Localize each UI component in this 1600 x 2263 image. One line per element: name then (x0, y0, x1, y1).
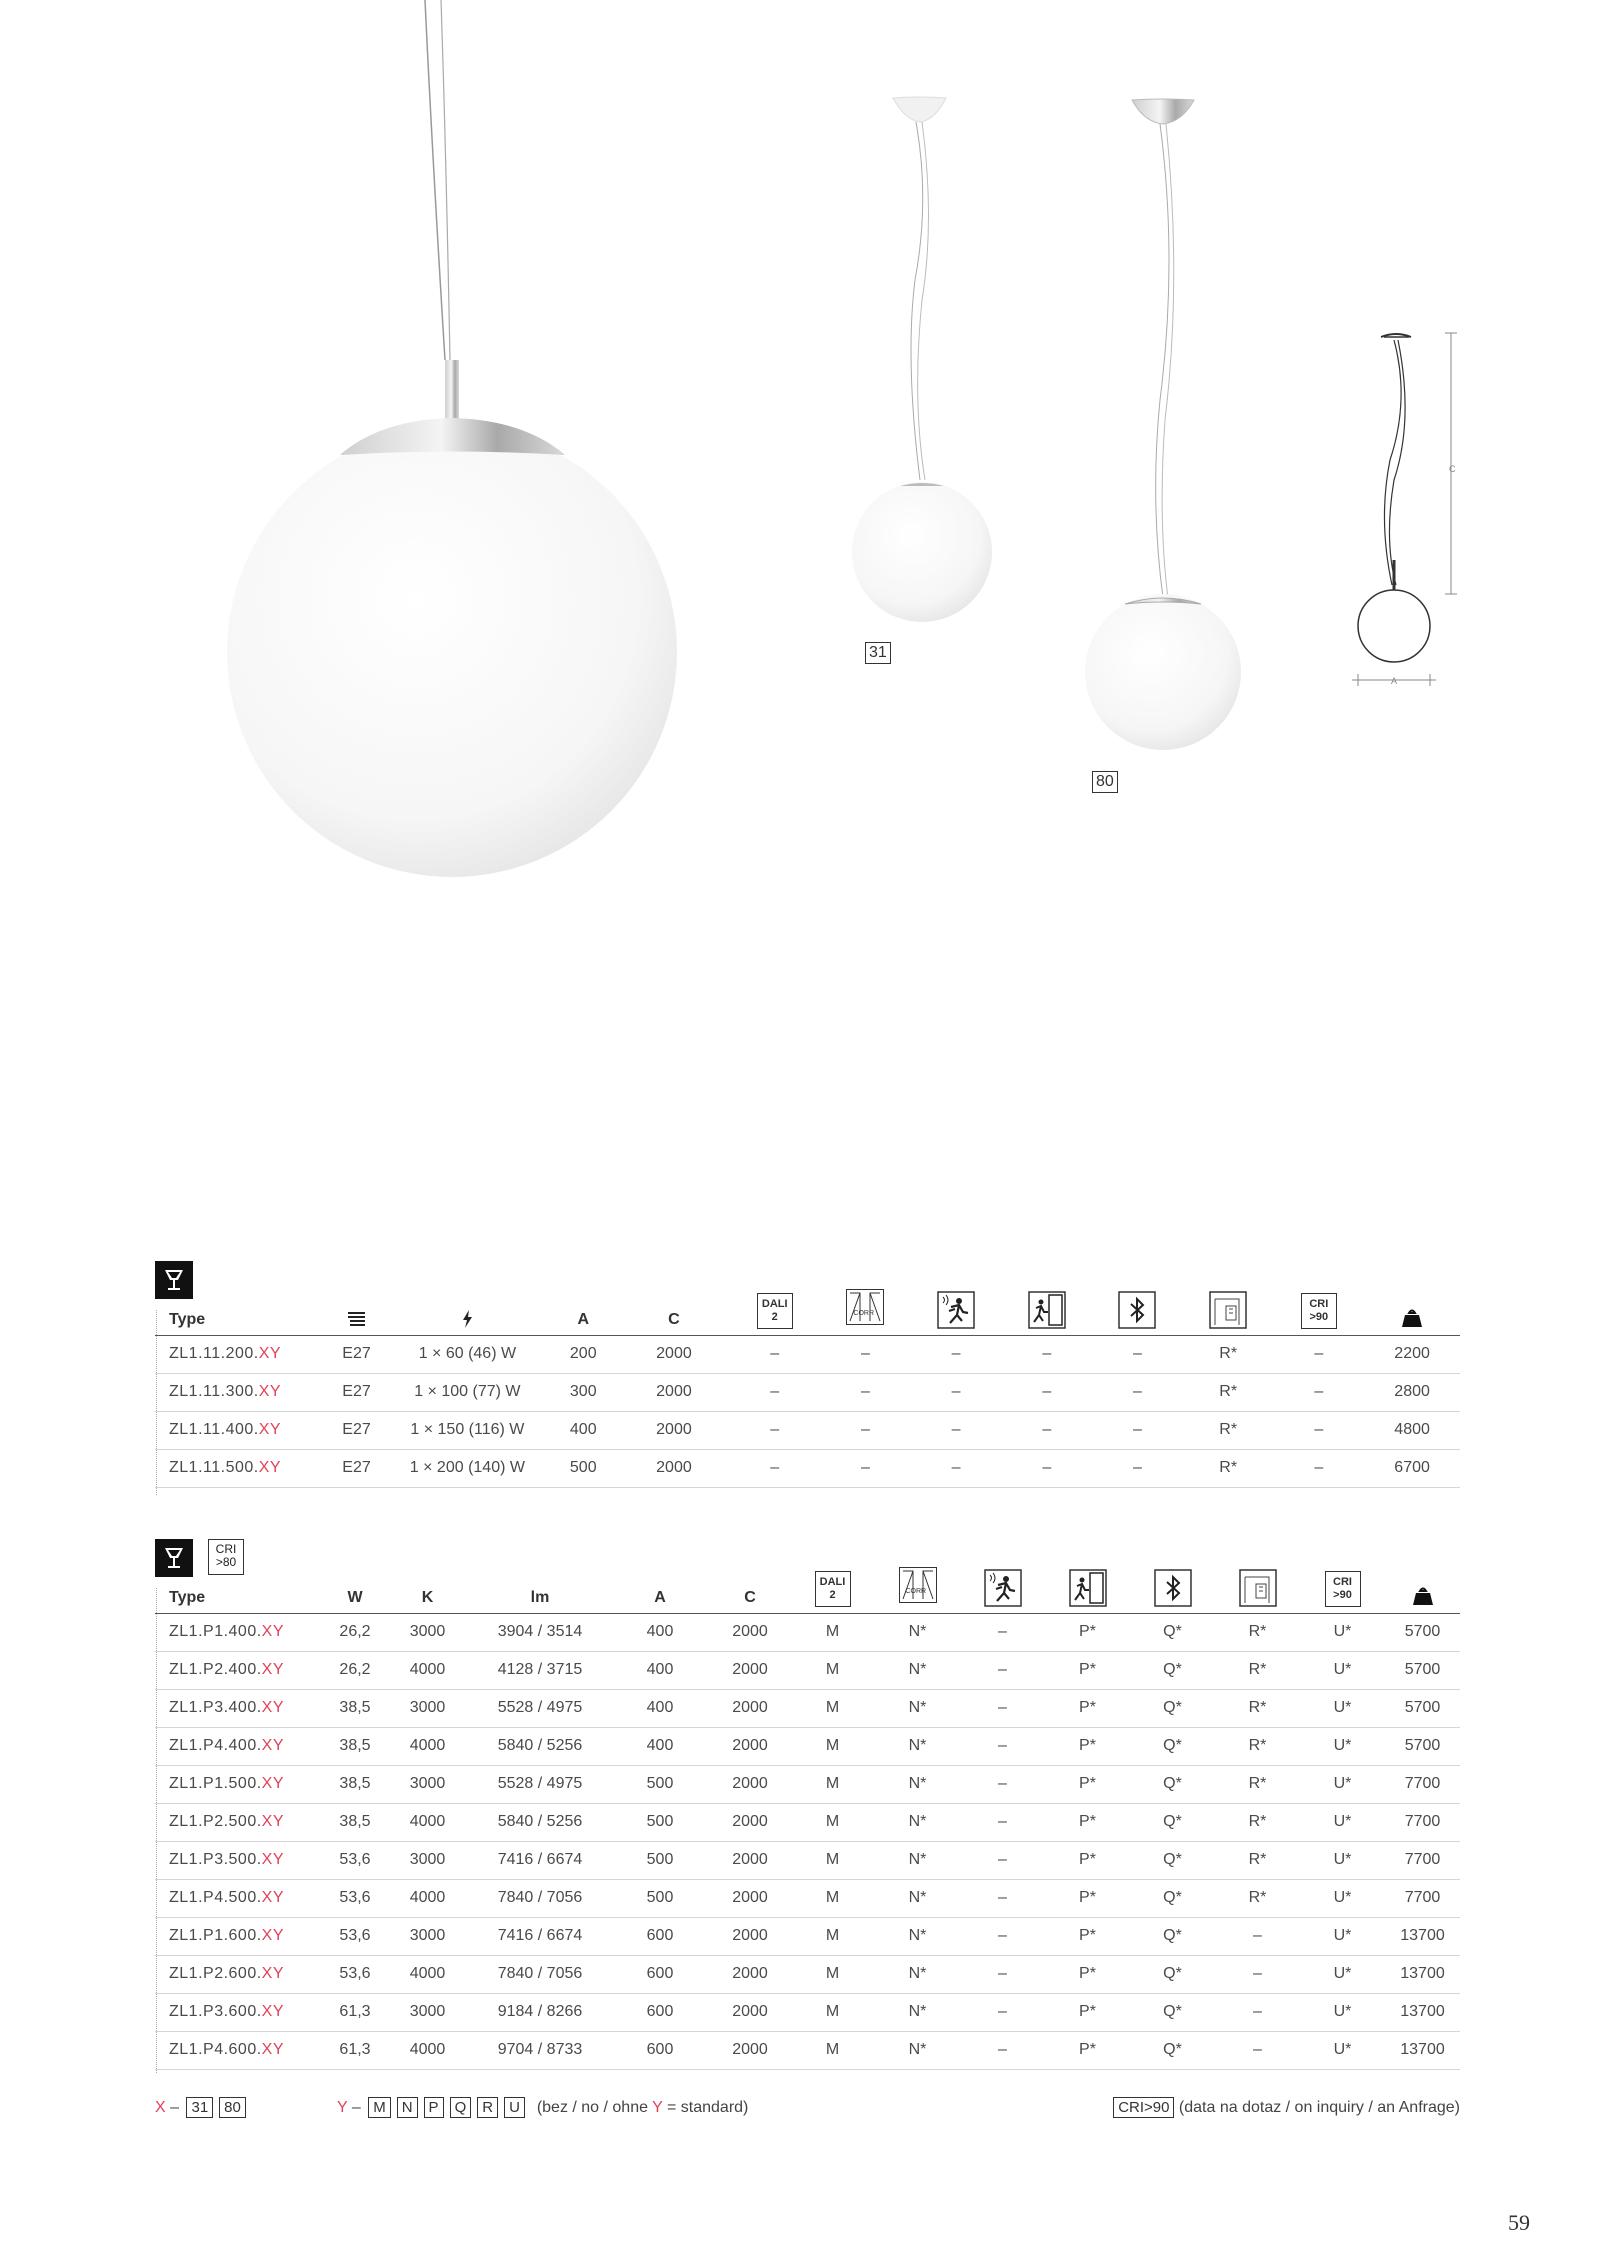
y-legend: Y – M N P Q R U (bez / no / ohne Y = standard) (337, 2099, 749, 2116)
table-cell: U* (1333, 1699, 1352, 1716)
table-cell: 61,3 (339, 2041, 371, 2058)
table-cell: 600 (646, 2041, 674, 2058)
table-cell: – (1042, 1459, 1052, 1476)
table-cell: R* (1248, 1813, 1267, 1830)
emergency-exit-icon (1045, 1563, 1130, 1613)
table-row (155, 1449, 1460, 1487)
table-cell: – (1042, 1345, 1052, 1362)
table-cell: 9184 / 8266 (497, 2003, 583, 2020)
table-cell: – (998, 1851, 1007, 1868)
table-cell: 2000 (656, 1345, 692, 1362)
type-code: ZL1.P4.500.XY (169, 1889, 285, 1906)
table-cell: N* (908, 1851, 927, 1868)
table-cell: P* (1079, 1851, 1096, 1868)
table-cell: 7840 / 7056 (497, 1889, 583, 1906)
table-cell: 1 × 150 (116) W (410, 1421, 525, 1438)
table-cell: U* (1333, 1889, 1352, 1906)
table-cell: M (825, 1813, 840, 1830)
table-cell: 3904 / 3514 (497, 1623, 583, 1640)
cri90-icon: CRI >90 (1300, 1563, 1385, 1613)
table-row (155, 1651, 1460, 1689)
table-cell: U* (1333, 1737, 1352, 1754)
table-cell: 3000 (409, 1699, 446, 1716)
table-cell: 53,6 (339, 1889, 371, 1906)
table-cell: 5700 (1404, 1737, 1441, 1754)
type-code: ZL1.P1.500.XY (169, 1775, 285, 1792)
table-cell: Q* (1163, 1889, 1182, 1906)
variant-code-31: 31 (865, 642, 891, 664)
table-cell: – (998, 1661, 1007, 1678)
type-code: ZL1.P4.600.XY (169, 2041, 285, 2058)
table-cell: 7416 / 6674 (497, 1851, 583, 1868)
table-cell: Q* (1163, 1775, 1182, 1792)
dimension-drawing (1352, 333, 1457, 686)
table-cell: 400 (646, 1699, 674, 1716)
table-cell: 3000 (409, 1623, 446, 1640)
table-cell: N* (908, 1661, 927, 1678)
table-cell: – (1042, 1421, 1052, 1438)
table-cell: 26,2 (339, 1661, 371, 1678)
table-cell: – (1133, 1383, 1142, 1400)
table-cell: – (1314, 1421, 1324, 1438)
table-cell: P* (1079, 1737, 1096, 1754)
table-cell: 5700 (1404, 1699, 1441, 1716)
table-cell: Q* (1163, 1737, 1182, 1754)
table-cell: Q* (1163, 1661, 1182, 1678)
table-cell: 2000 (732, 1661, 768, 1678)
col-c: C (668, 1310, 680, 1328)
table-cell: 13700 (1400, 1927, 1445, 1944)
table-cell: – (998, 1927, 1007, 1944)
table-cell: N* (908, 1927, 927, 1944)
table-cell: 61,3 (339, 2003, 371, 2020)
table-cell: 2000 (732, 1775, 768, 1792)
socket-icon (326, 1285, 386, 1335)
table-cell: – (860, 1383, 870, 1400)
table-row (155, 1613, 1460, 1651)
table-cell: – (1133, 1421, 1142, 1438)
table-cell: R* (1248, 1623, 1267, 1640)
emergency-exit-icon (1001, 1285, 1092, 1335)
table-cell: – (770, 1383, 780, 1400)
large-pendant-photo (227, 0, 677, 877)
table-cell: – (951, 1459, 961, 1476)
dim-c-label: C (1449, 464, 1456, 474)
col-c: C (744, 1588, 756, 1606)
table-cell: E27 (342, 1459, 371, 1476)
table-row (155, 1335, 1460, 1373)
table-row (155, 1955, 1460, 1993)
table-cell: M (825, 1775, 840, 1792)
small-pendant-photo-80 (1085, 99, 1241, 750)
table-cell: P* (1079, 1927, 1096, 1944)
table-cell: U* (1333, 1813, 1352, 1830)
table-row (155, 1841, 1460, 1879)
table-cell: 5840 / 5256 (497, 1737, 583, 1754)
table-cell: 5528 / 4975 (497, 1699, 583, 1716)
table-cell: R* (1248, 1775, 1267, 1792)
table-cell: 4800 (1394, 1421, 1430, 1438)
table-cell: 38,5 (339, 1775, 371, 1792)
spec-table-led (155, 1563, 1460, 2070)
table-cell: 2000 (732, 1699, 768, 1716)
col-lm: lm (530, 1588, 550, 1606)
col-a: A (577, 1310, 590, 1328)
table-cell: 600 (646, 1965, 674, 1982)
table-row (155, 1689, 1460, 1727)
table-cell: 1 × 60 (46) W (418, 1345, 517, 1362)
table-cell: 53,6 (339, 1965, 371, 1982)
table-row (155, 1411, 1460, 1449)
table-cell: 2000 (732, 2041, 768, 2058)
power-icon (387, 1285, 548, 1335)
table-cell: 400 (646, 1623, 674, 1640)
table-cell: – (1253, 2003, 1262, 2020)
table-cell: 2000 (732, 1737, 768, 1754)
table-cell: M (825, 1699, 840, 1716)
table-row (155, 1993, 1460, 2031)
table-cell: N* (908, 1813, 927, 1830)
col-type: Type (169, 1588, 206, 1606)
type-code: ZL1.P2.400.XY (169, 1661, 285, 1678)
table-cell: 7416 / 6674 (497, 1927, 583, 1944)
type-code: ZL1.P4.400.XY (169, 1737, 285, 1754)
col-k: K (421, 1588, 434, 1606)
table-cell: 2000 (732, 1851, 768, 1868)
table-cell: Q* (1163, 1699, 1182, 1716)
small-pendant-photo-31 (852, 97, 992, 622)
type-code: ZL1.11.400.XY (169, 1421, 282, 1438)
table-cell: 5528 / 4975 (497, 1775, 583, 1792)
table-cell: 400 (646, 1661, 674, 1678)
table-cell: P* (1079, 1965, 1096, 1982)
table-cell: P* (1079, 1813, 1096, 1830)
table-cell: R* (1219, 1383, 1238, 1400)
table-cell: R* (1248, 1889, 1267, 1906)
col-type: Type (169, 1310, 206, 1328)
cri-note: CRI>90 (data na dotaz / on inquiry / an Anfrage) (1113, 2097, 1460, 2118)
table-cell: R* (1219, 1459, 1238, 1476)
motion-sensor-icon (911, 1285, 1002, 1335)
x-code-80: 80 (219, 2097, 246, 2118)
corridor-icon: CORR (875, 1563, 960, 1613)
table-cell: M (825, 1889, 840, 1906)
table-cell: M (825, 1661, 840, 1678)
dali-icon: DALI 2 (729, 1285, 820, 1335)
dim-a-label: A (1391, 676, 1398, 686)
table-cell: – (1253, 2041, 1262, 2058)
table-cell: 6700 (1394, 1459, 1430, 1476)
table-cell: – (1133, 1345, 1142, 1362)
table-cell: M (825, 1927, 840, 1944)
table-cell: 500 (569, 1459, 597, 1476)
table-cell: E27 (342, 1421, 371, 1438)
table-cell: – (951, 1345, 961, 1362)
table-cell: 2000 (656, 1459, 692, 1476)
table-cell: 2000 (732, 1927, 768, 1944)
table-cell: – (1133, 1459, 1142, 1476)
table-cell: N* (908, 1699, 927, 1716)
table-cell: Q* (1163, 1965, 1182, 1982)
table-cell: – (951, 1383, 961, 1400)
table-cell: R* (1248, 1851, 1267, 1868)
table-cell: 4128 / 3715 (497, 1661, 583, 1678)
variant-code-80: 80 (1092, 771, 1118, 793)
col-a: A (654, 1588, 666, 1606)
table-cell: 600 (646, 2003, 674, 2020)
table-cell: 200 (569, 1345, 597, 1362)
type-code: ZL1.11.200.XY (169, 1345, 282, 1362)
table-cell: 4000 (409, 2041, 446, 2058)
table-cell: 38,5 (339, 1813, 371, 1830)
type-code: ZL1.P3.600.XY (169, 2003, 285, 2020)
table-cell: 2800 (1394, 1383, 1430, 1400)
table-row (155, 1765, 1460, 1803)
table-cell: R* (1219, 1421, 1238, 1438)
bluetooth-icon (1092, 1285, 1183, 1335)
table-cell: 2000 (732, 2003, 768, 2020)
table-cell: – (998, 2003, 1007, 2020)
table-cell: 26,2 (339, 1623, 371, 1640)
table-cell: 300 (569, 1383, 597, 1400)
wall-switch-icon (1183, 1285, 1274, 1335)
table-cell: 1 × 100 (77) W (414, 1383, 521, 1400)
table-cell: 400 (569, 1421, 597, 1438)
table-cell: 3000 (409, 1927, 446, 1944)
table-cell: N* (908, 1623, 927, 1640)
table-row (155, 1879, 1460, 1917)
table-cell: 7700 (1404, 1775, 1441, 1792)
x-legend: X – 31 80 (155, 2097, 249, 2118)
table-cell: 5700 (1404, 1661, 1441, 1678)
table-cell: 5700 (1404, 1623, 1441, 1640)
table-cell: 2000 (732, 1623, 768, 1640)
table-cell: 5840 / 5256 (497, 1813, 583, 1830)
motion-sensor-icon (960, 1563, 1045, 1613)
table-cell: 13700 (1400, 1965, 1445, 1982)
table-cell: Q* (1163, 1623, 1182, 1640)
table-cell: – (860, 1345, 870, 1362)
wall-switch-icon (1215, 1563, 1300, 1613)
col-w: W (347, 1588, 363, 1606)
table-cell: – (1314, 1383, 1324, 1400)
table-cell: 2000 (732, 1965, 768, 1982)
table-cell: 3000 (409, 1775, 446, 1792)
table-cell: N* (908, 1737, 927, 1754)
table-cell: – (770, 1421, 780, 1438)
table-cell: R* (1248, 1699, 1267, 1716)
table-cell: 7700 (1404, 1851, 1441, 1868)
table-cell: E27 (342, 1383, 371, 1400)
table-cell: 4000 (409, 1661, 446, 1678)
table-cell: 53,6 (339, 1927, 371, 1944)
table-cell: E27 (342, 1345, 371, 1362)
table-cell: 500 (646, 1851, 674, 1868)
table-cell: – (1314, 1459, 1324, 1476)
type-code: ZL1.P3.500.XY (169, 1851, 285, 1868)
table-cell: – (1253, 1965, 1262, 1982)
table-cell: U* (1333, 1965, 1352, 1982)
table-cell: P* (1079, 2003, 1096, 2020)
table-cell: 13700 (1400, 2041, 1445, 2058)
corridor-icon: CORR (820, 1285, 911, 1335)
table-cell: M (825, 1737, 840, 1754)
table-cell: U* (1333, 1661, 1352, 1678)
table-row (155, 1373, 1460, 1411)
table-cell: 2000 (732, 1813, 768, 1830)
table-cell: U* (1333, 1851, 1352, 1868)
table-cell: R* (1248, 1737, 1267, 1754)
table-cell: 3000 (409, 1851, 446, 1868)
table-cell: 4000 (409, 1813, 446, 1830)
table-cell: N* (908, 1965, 927, 1982)
table-cell: – (860, 1459, 870, 1476)
table-cell: R* (1219, 1345, 1238, 1362)
cri80-badge: CRI >80 (208, 1539, 244, 1575)
table-row (155, 1727, 1460, 1765)
table-cell: M (825, 1851, 840, 1868)
table-cell: 4000 (409, 1965, 446, 1982)
table-row (155, 1917, 1460, 1955)
table-cell: 4000 (409, 1889, 446, 1906)
type-code: ZL1.P2.500.XY (169, 1813, 285, 1830)
table-cell: U* (1333, 1927, 1352, 1944)
table-cell: P* (1079, 1661, 1096, 1678)
table-cell: 600 (646, 1927, 674, 1944)
table-cell: – (860, 1421, 870, 1438)
type-code: ZL1.P2.600.XY (169, 1965, 285, 1982)
table-cell: Q* (1163, 2003, 1182, 2020)
table-cell: 38,5 (339, 1737, 371, 1754)
table-cell: M (825, 1623, 840, 1640)
spec-table-e27 (155, 1285, 1460, 1488)
table-cell: Q* (1163, 1851, 1182, 1868)
table-cell: P* (1079, 1623, 1096, 1640)
table-cell: N* (908, 2041, 927, 2058)
table-cell: – (998, 1813, 1007, 1830)
table-cell: 2000 (732, 1889, 768, 1906)
table-cell: – (998, 2041, 1007, 2058)
table-cell: – (998, 1623, 1007, 1640)
product-photos (0, 0, 1600, 900)
table-cell: 7700 (1404, 1813, 1441, 1830)
table-cell: Q* (1163, 2041, 1182, 2058)
cri90-icon: CRI >90 (1274, 1285, 1365, 1335)
table-cell: – (998, 1775, 1007, 1792)
table-cell: U* (1333, 1623, 1352, 1640)
table-cell: – (1253, 1927, 1262, 1944)
table-cell: U* (1333, 1775, 1352, 1792)
table-cell: 500 (646, 1813, 674, 1830)
table-cell: 7840 / 7056 (497, 1965, 583, 1982)
table-cell: M (825, 2041, 840, 2058)
table-cell: 500 (646, 1889, 674, 1906)
table-row (155, 1803, 1460, 1841)
table-cell: R* (1248, 1661, 1267, 1678)
table-cell: – (998, 1965, 1007, 1982)
table-cell: – (998, 1889, 1007, 1906)
table-cell: – (1042, 1383, 1052, 1400)
table-cell: – (951, 1421, 961, 1438)
table-cell: 3000 (409, 2003, 446, 2020)
weight-icon (1364, 1285, 1460, 1335)
table-cell: 4000 (409, 1737, 446, 1754)
table-cell: M (825, 2003, 840, 2020)
table-cell: U* (1333, 2041, 1352, 2058)
table-cell: 7700 (1404, 1889, 1441, 1906)
table-cell: – (1314, 1345, 1324, 1362)
dali-icon: DALI 2 (790, 1563, 875, 1613)
table-row (155, 2031, 1460, 2069)
table-cell: 2000 (656, 1383, 692, 1400)
table-cell: 9704 / 8733 (497, 2041, 583, 2058)
table-cell: 53,6 (339, 1851, 371, 1868)
table-cell: N* (908, 1889, 927, 1906)
type-code: ZL1.P3.400.XY (169, 1699, 285, 1716)
type-code: ZL1.11.300.XY (169, 1383, 282, 1400)
table-cell: 13700 (1400, 2003, 1445, 2020)
table-cell: 2000 (656, 1421, 692, 1438)
bluetooth-icon (1130, 1563, 1215, 1613)
type-code: ZL1.P1.400.XY (169, 1623, 285, 1640)
table-cell: – (770, 1345, 780, 1362)
page-number: 59 (1508, 2210, 1530, 2235)
table-cell: P* (1079, 1699, 1096, 1716)
table-cell: 500 (646, 1775, 674, 1792)
table-cell: U* (1333, 2003, 1352, 2020)
table-cell: Q* (1163, 1813, 1182, 1830)
type-code: ZL1.P1.600.XY (169, 1927, 285, 1944)
table-cell: – (998, 1699, 1007, 1716)
table-cell: Q* (1163, 1927, 1182, 1944)
table-cell: P* (1079, 1775, 1096, 1792)
table-cell: N* (908, 2003, 927, 2020)
table-cell: M (825, 1965, 840, 1982)
table-cell: N* (908, 1775, 927, 1792)
table-cell: 2200 (1394, 1345, 1430, 1362)
type-code: ZL1.11.500.XY (169, 1459, 282, 1476)
table-cell: 38,5 (339, 1699, 371, 1716)
x-code-31: 31 (186, 2097, 213, 2118)
table-cell: – (770, 1459, 780, 1476)
table-cell: P* (1079, 1889, 1096, 1906)
weight-icon (1385, 1563, 1460, 1613)
table-cell: 1 × 200 (140) W (409, 1459, 525, 1476)
table-cell: P* (1079, 2041, 1096, 2058)
table-cell: 400 (646, 1737, 674, 1754)
table-cell: – (998, 1737, 1007, 1754)
